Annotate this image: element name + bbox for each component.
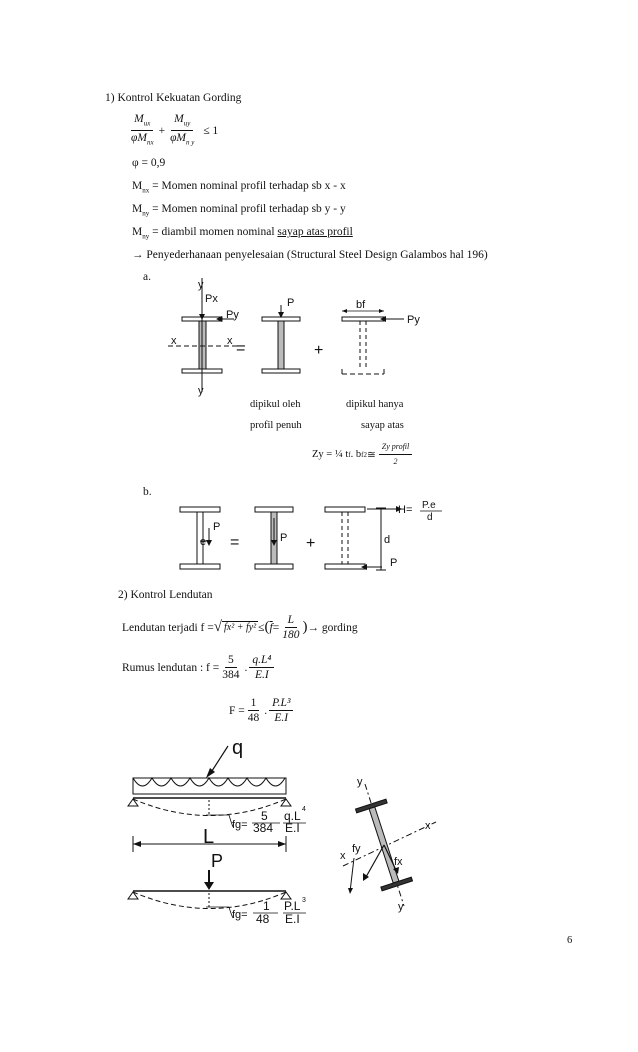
bf-label: bf	[356, 299, 366, 311]
fg1-num1: 5	[261, 809, 268, 823]
py-label: Py	[226, 309, 239, 321]
diagram-a-label: a.	[143, 271, 151, 283]
plus-sign-a: +	[314, 342, 324, 359]
point-load-p-label: P	[211, 851, 224, 871]
mnx-definition: $M_{nx}$ = Momen nominal profil terhadap sb x - x	[132, 180, 346, 195]
py-flange-label: Py	[407, 314, 420, 326]
section-heading-1: 1) Kontrol Kekuatan Gording	[105, 92, 242, 104]
p-label-b3: P	[390, 557, 398, 569]
x-axis-left-label: x	[171, 335, 177, 347]
y-axis-bottom-label: y	[198, 385, 204, 397]
p-label-a: P	[287, 297, 295, 309]
fg2-exponent: 3	[302, 897, 306, 904]
deflection-formula-q: Rumus lendutan : f = $\frac{5}{384}$ . $\frac{\text{q.L⁴}}{E.I}$	[122, 653, 274, 682]
fg2-num2: P.L	[284, 899, 301, 913]
caption-flange-1: dipikul hanya	[346, 399, 404, 410]
fg1-den2: E.I	[285, 821, 300, 835]
d-label: d	[384, 534, 391, 546]
h-label: H=	[398, 504, 413, 516]
mny-definition: $M_{ny}$ = Momen nominal profil terhadap sb y - y	[132, 203, 346, 218]
equals-sign-a: =	[236, 340, 246, 357]
rot-x-right-label: x	[425, 820, 431, 832]
px-label: Px	[205, 293, 218, 305]
caption-full-1: dipikul oleh	[250, 399, 301, 410]
span-l-label: L	[203, 826, 215, 848]
caption-full-2: profil penuh	[250, 420, 302, 431]
p-label-b1: P	[213, 521, 221, 533]
phi-value: φ = 0,9	[132, 157, 166, 169]
fg1-label: fg=	[232, 819, 248, 831]
deflection-formula-p: F = $\frac{1}{48}$ . $\frac{\text{P.L³}}{E.I}$	[229, 696, 293, 725]
rot-y-bottom-label: y	[398, 901, 404, 913]
fg1-den1: 384	[253, 821, 274, 835]
e-label: e	[200, 536, 207, 548]
rot-x-left-label: x	[340, 850, 346, 862]
p-label-b2: P	[280, 532, 288, 544]
mny-note: $M_{ny}$ = diambil momen nominal sayap atas profil	[132, 226, 353, 241]
y-axis-top-label: y	[198, 279, 204, 291]
h-numerator: P.e	[422, 500, 436, 511]
strength-formula: $\frac{M_{ux}}{\varphi M_{nx}}$ + $\frac{M_{uy}}{\varphi M_{n y}}$ ≤ 1	[131, 113, 219, 147]
fg2-den2: E.I	[285, 912, 300, 926]
fy-label: fy	[352, 843, 361, 855]
plus-sign-b: +	[306, 535, 316, 552]
fg1-num2: q.L	[284, 809, 301, 823]
h-denominator: d	[427, 512, 433, 523]
zy-formula: Zy = ¼ t f . b f 2 ≅ $\frac{\text{Zy profil}}{2}$	[312, 440, 412, 469]
section-heading-2: 2) Kontrol Lendutan	[118, 589, 213, 601]
q-label: q	[232, 737, 244, 759]
diagram-b-label: b.	[143, 486, 152, 498]
fg2-num1: 1	[263, 899, 270, 913]
fx-label: fx	[394, 856, 403, 868]
rot-y-top-label: y	[357, 776, 363, 788]
fg2-den1: 48	[256, 912, 270, 926]
page-number: 6	[567, 935, 573, 946]
caption-flange-2: sayap atas	[361, 420, 404, 431]
fg1-exponent: 4	[302, 806, 306, 813]
deflection-check: Lendutan terjadi f = √ fx² + fy² ≤ ( $\overline{f}$ = $\frac{L}{180}$ ) → gording	[122, 614, 358, 641]
equals-sign-b: =	[230, 534, 240, 551]
simplification-note: → Penyederhanaan penyelesaian (Structural Steel Design Galambos hal 196)	[132, 249, 488, 261]
fg2-label: fg=	[232, 909, 248, 921]
x-axis-right-label: x	[227, 335, 233, 347]
